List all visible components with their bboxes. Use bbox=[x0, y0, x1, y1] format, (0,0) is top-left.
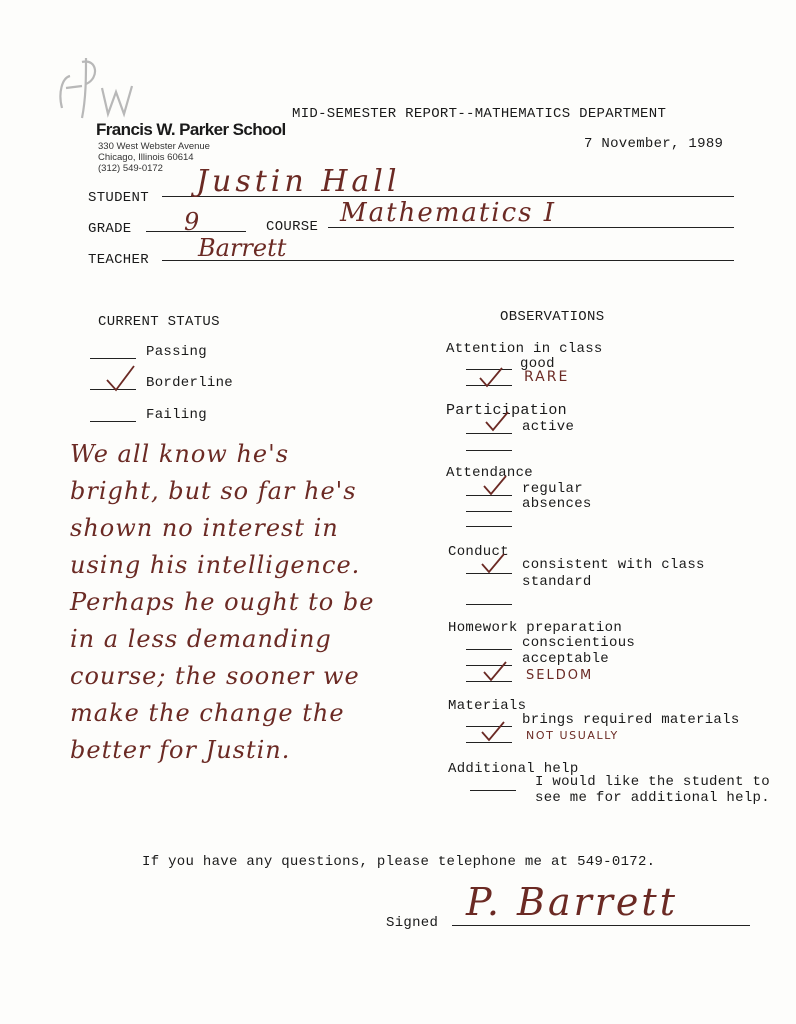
student-name-handwritten: Justin Hall bbox=[196, 164, 401, 199]
participation-active-blank bbox=[466, 433, 512, 434]
attendance-absences-label: absences bbox=[522, 496, 592, 512]
monogram-text bbox=[52, 48, 54, 49]
teacher-handwritten: Barrett bbox=[198, 234, 287, 262]
report-title: MID-SEMESTER REPORT--MATHEMATICS DEPARTMENT bbox=[292, 106, 667, 122]
comment-line: make the change the bbox=[70, 699, 345, 727]
school-phone: (312) 549-0172 bbox=[98, 163, 163, 174]
attendance-regular-label: regular bbox=[522, 481, 583, 497]
materials-brings-label: brings required materials bbox=[522, 712, 740, 728]
checkmark-icon bbox=[484, 410, 510, 432]
comment-line: better for Justin. bbox=[70, 736, 291, 764]
borderline-label: Borderline bbox=[146, 375, 234, 391]
conduct-title: Conduct bbox=[448, 544, 509, 560]
checkmark-icon bbox=[480, 720, 506, 742]
attendance-third-blank bbox=[466, 526, 512, 527]
comment-line: Perhaps he ought to be bbox=[70, 588, 375, 616]
materials-note-not-usually: NOT USUALLY bbox=[526, 729, 619, 742]
conduct-consistent-label: consistent with class bbox=[522, 557, 705, 573]
borderline-checkmark bbox=[104, 364, 136, 392]
monogram-graphic bbox=[52, 48, 142, 128]
attention-checkmark bbox=[478, 366, 504, 388]
grade-handwritten: 9 bbox=[184, 208, 200, 236]
homework-title: Homework preparation bbox=[448, 620, 623, 636]
homework-acceptable-label: acceptable bbox=[522, 651, 610, 667]
checkmark-icon bbox=[104, 364, 136, 392]
checkmark-icon bbox=[478, 366, 504, 388]
comment-line: course; the sooner we bbox=[70, 662, 360, 690]
conduct-second-blank bbox=[466, 604, 512, 605]
comment-line: in a less demanding bbox=[70, 625, 332, 653]
teacher-signature: P. Barrett bbox=[466, 880, 678, 924]
course-label: COURSE bbox=[266, 219, 319, 235]
comment-line: using his intelligence. bbox=[70, 551, 361, 579]
additional-help-line2: see me for additional help. bbox=[535, 790, 770, 806]
additional-help-blank bbox=[470, 790, 516, 791]
failing-label: Failing bbox=[146, 407, 207, 423]
question-instructions: If you have any questions, please telephone me at 549-0172. bbox=[142, 854, 656, 870]
homework-conscientious-blank bbox=[466, 649, 512, 650]
comment-line: bright, but so far he's bbox=[70, 477, 357, 505]
school-address-line1: 330 West Webster Avenue bbox=[98, 141, 210, 152]
materials-checkmark bbox=[480, 720, 506, 742]
attention-note-rare: RARE bbox=[524, 369, 570, 385]
participation-title: Participation bbox=[446, 402, 567, 419]
comment-line: shown no interest in bbox=[70, 514, 339, 542]
participation-active-label: active bbox=[522, 419, 575, 435]
attendance-absences-blank bbox=[466, 511, 512, 512]
attention-title: Attention in class bbox=[446, 341, 603, 357]
checkmark-icon bbox=[482, 474, 508, 496]
additional-help-line1: I would like the student to bbox=[535, 774, 770, 790]
grade-label: GRADE bbox=[88, 221, 132, 237]
additional-help-title: Additional help bbox=[448, 761, 579, 777]
homework-note-seldom: SELDOM bbox=[526, 668, 594, 683]
attendance-title: Attendance bbox=[446, 465, 534, 481]
student-label: STUDENT bbox=[88, 190, 149, 206]
passing-blank bbox=[90, 358, 136, 359]
teacher-comment bbox=[70, 436, 450, 769]
signed-label: Signed bbox=[386, 915, 439, 931]
school-address-line2: Chicago, Illinois 60614 bbox=[98, 152, 194, 163]
checkmark-icon bbox=[480, 552, 506, 574]
homework-checkmark bbox=[482, 660, 508, 682]
signature-line bbox=[452, 925, 750, 926]
comment-line: We all know he's bbox=[70, 440, 290, 468]
materials-second-blank bbox=[466, 742, 512, 743]
attendance-checkmark bbox=[482, 474, 508, 496]
teacher-label: TEACHER bbox=[88, 252, 149, 268]
checkmark-icon bbox=[482, 660, 508, 682]
school-name: Francis W. Parker School bbox=[96, 120, 286, 139]
course-handwritten: Mathematics I bbox=[340, 198, 557, 228]
observations-heading: OBSERVATIONS bbox=[500, 309, 605, 325]
attention-good-label: good bbox=[520, 356, 555, 372]
school-monogram-logo bbox=[52, 48, 142, 128]
passing-label: Passing bbox=[146, 344, 207, 360]
current-status-heading: CURRENT STATUS bbox=[98, 314, 220, 330]
participation-checkmark bbox=[484, 410, 510, 432]
homework-conscientious-label: conscientious bbox=[522, 635, 636, 651]
report-date: 7 November, 1989 bbox=[584, 136, 724, 152]
conduct-standard-label: standard bbox=[522, 574, 592, 590]
conduct-checkmark bbox=[480, 552, 506, 574]
participation-second-blank bbox=[466, 450, 512, 451]
materials-title: Materials bbox=[448, 698, 527, 714]
failing-blank bbox=[90, 421, 136, 422]
